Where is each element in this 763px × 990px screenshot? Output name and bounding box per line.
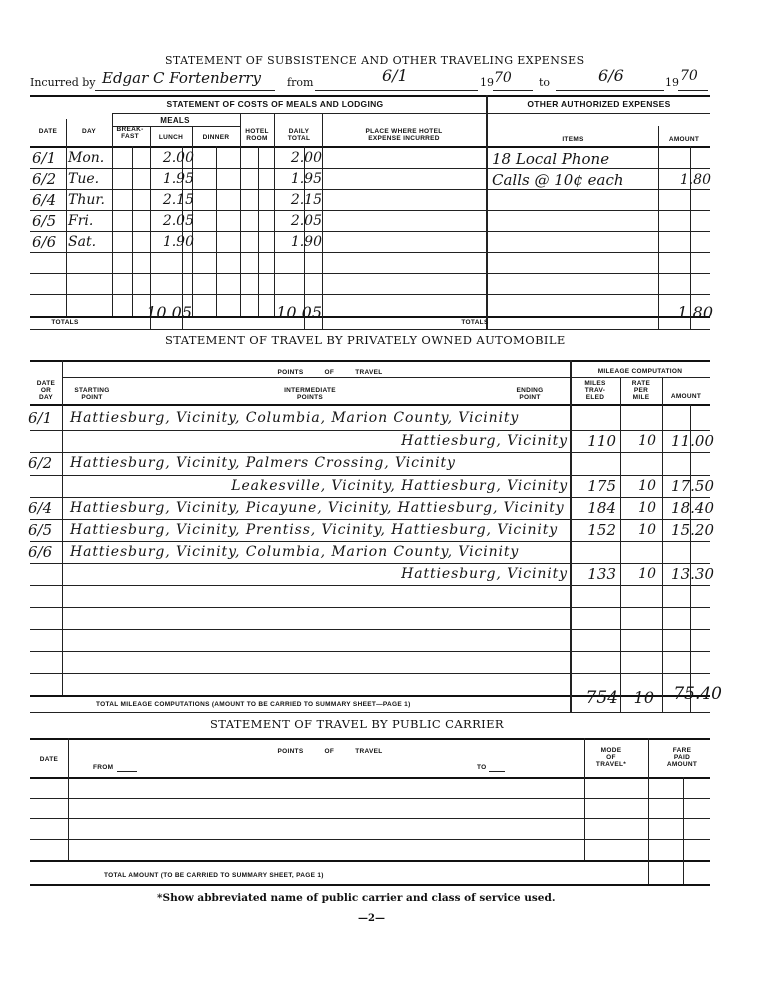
other-item-line-1: 18 Local Phone bbox=[492, 150, 610, 168]
col-hotel: HOTEL ROOM bbox=[245, 128, 269, 142]
trip-amount: 17.50 bbox=[671, 477, 714, 495]
other-item-amount: 1.80 bbox=[679, 172, 711, 188]
trip-rate: 10 bbox=[638, 566, 656, 582]
form-title: STATEMENT OF SUBSISTENCE AND OTHER TRAVELING EXPENSES bbox=[165, 54, 585, 67]
meal-row-daily-total: 2.15 bbox=[290, 192, 322, 208]
meal-row-date: 6/6 bbox=[32, 233, 57, 251]
col-place: PLACE WHERE HOTEL EXPENSE INCURRED bbox=[365, 128, 443, 142]
meal-row-day: Tue. bbox=[68, 171, 100, 187]
trip-route-line-2: Hattiesburg, Vicinity bbox=[401, 566, 568, 582]
col-day: DAY bbox=[81, 128, 97, 135]
trip-amount: 11.00 bbox=[671, 432, 714, 450]
meal-row-lunch: 1.90 bbox=[162, 234, 194, 250]
page-number: —2— bbox=[358, 913, 385, 924]
auto-col-amount: AMOUNT bbox=[670, 393, 702, 400]
footnote: *Show abbreviated name of public carrier and class of service used. bbox=[157, 892, 556, 904]
auto-col-rate: RATE PER MILE bbox=[631, 380, 651, 401]
meal-row-daily-total: 2.00 bbox=[290, 150, 322, 166]
trip-rate: 10 bbox=[638, 478, 656, 494]
auto-col-miles: MILES TRAV- ELED bbox=[584, 380, 606, 401]
trip-rate: 10 bbox=[638, 500, 656, 516]
meal-row-lunch: 2.05 bbox=[162, 213, 194, 229]
carrier-section-title: STATEMENT OF TRAVEL BY PUBLIC CARRIER bbox=[210, 717, 504, 731]
carrier-col-from: FROM bbox=[93, 764, 114, 771]
total-miles: 754 bbox=[585, 688, 618, 708]
trip-date: 6/5 bbox=[28, 521, 53, 539]
other-item-line-2: Calls @ 10¢ each bbox=[492, 171, 624, 189]
auto-col-starting: STARTING POINT bbox=[74, 387, 110, 401]
trip-date: 6/1 bbox=[28, 409, 53, 427]
to-label: to bbox=[539, 76, 551, 89]
col-breakfast: BREAK- FAST bbox=[116, 126, 144, 140]
auto-col-date: DATE OR DAY bbox=[36, 380, 56, 401]
trip-rate: 10 bbox=[638, 433, 656, 449]
trip-date: 6/6 bbox=[28, 543, 53, 561]
meal-row-day: Thur. bbox=[68, 192, 105, 208]
trip-rate: 10 bbox=[638, 522, 656, 538]
meal-row-day: Fri. bbox=[68, 213, 94, 229]
carrier-col-date: DATE bbox=[39, 756, 59, 763]
meal-row-date: 6/5 bbox=[32, 212, 57, 230]
total-rate: 10 bbox=[633, 688, 654, 707]
trip-route-line-1: Hattiesburg, Vicinity, Columbia, Marion County, Vicinity bbox=[70, 544, 520, 560]
other-totals-label: TOTALS bbox=[461, 319, 489, 326]
auto-section-title: STATEMENT OF TRAVEL BY PRIVATELY OWNED AUTOMOBILE bbox=[165, 333, 566, 347]
other-grand-total: 1.80 bbox=[677, 303, 713, 322]
trip-miles: 184 bbox=[587, 499, 616, 517]
from-label: from bbox=[287, 76, 314, 89]
auto-col-ending: ENDING POINT bbox=[516, 387, 544, 401]
trip-route-line-1: Hattiesburg, Vicinity, Picayune, Vicinity, Hattiesburg, Vicinity bbox=[70, 500, 565, 516]
year-prefix-2: 19 bbox=[665, 76, 679, 89]
meal-row-daily-total: 1.90 bbox=[290, 234, 322, 250]
meal-row-date: 6/2 bbox=[32, 170, 57, 188]
trip-miles: 175 bbox=[587, 477, 616, 495]
trip-amount: 13.30 bbox=[671, 565, 714, 583]
auto-col-intermediate: INTERMEDIATE POINTS bbox=[284, 387, 336, 401]
meal-row-day: Sat. bbox=[68, 234, 97, 250]
meals-totals-label: TOTALS bbox=[51, 319, 79, 326]
carrier-col-to: TO bbox=[477, 764, 487, 771]
trip-route-line-1: Hattiesburg, Vicinity, Palmers Crossing, Vicinity bbox=[70, 455, 456, 471]
trip-route-line-2: Leakesville, Vicinity, Hattiesburg, Vicinity bbox=[231, 478, 568, 494]
col-daily-total: DAILY TOTAL bbox=[287, 128, 311, 142]
trip-miles: 152 bbox=[587, 521, 616, 539]
trip-route-line-1: Hattiesburg, Vicinity, Prentiss, Vicinity, Hattiesburg, Vicinity bbox=[70, 522, 559, 538]
meal-row-daily-total: 1.95 bbox=[290, 171, 322, 187]
meal-row-daily-total: 2.05 bbox=[290, 213, 322, 229]
trip-route-line-1: Hattiesburg, Vicinity, Columbia, Marion County, Vicinity bbox=[70, 410, 520, 426]
year-2: 70 bbox=[680, 68, 698, 84]
meal-row-day: Mon. bbox=[68, 150, 105, 166]
meal-row-date: 6/4 bbox=[32, 191, 57, 209]
incurred-by-label: Incurred by bbox=[30, 76, 96, 89]
meal-row-lunch: 2.15 bbox=[162, 192, 194, 208]
carrier-points-header: POINTS OF TRAVEL bbox=[277, 748, 383, 755]
meal-row-lunch: 2.00 bbox=[162, 150, 194, 166]
carrier-total-label: TOTAL AMOUNT (TO BE CARRIED TO SUMMARY SHEET, PAGE 1) bbox=[104, 872, 324, 879]
meals-header: MEALS bbox=[160, 116, 190, 125]
year-1: 70 bbox=[494, 70, 512, 86]
trip-date: 6/2 bbox=[28, 454, 53, 472]
auto-points-header: POINTS OF TRAVEL bbox=[277, 369, 383, 376]
meal-row-date: 6/1 bbox=[32, 149, 57, 167]
col-items: ITEMS bbox=[562, 136, 584, 143]
col-dinner: DINNER bbox=[202, 134, 230, 141]
col-date: DATE bbox=[38, 128, 58, 135]
col-lunch: LUNCH bbox=[158, 134, 184, 141]
carrier-col-mode: MODE OF TRAVEL* bbox=[595, 747, 627, 768]
lunch-total: 10.05 bbox=[146, 303, 192, 322]
other-expenses-title: OTHER AUTHORIZED EXPENSES bbox=[527, 99, 671, 109]
meals-section-title: STATEMENT OF COSTS OF MEALS AND LODGING bbox=[166, 99, 384, 109]
trip-amount: 18.40 bbox=[671, 499, 714, 517]
trip-miles: 133 bbox=[587, 565, 616, 583]
mileage-header: MILEAGE COMPUTATION bbox=[597, 368, 683, 375]
daily-grand-total: 10.05 bbox=[276, 303, 322, 322]
meal-row-lunch: 1.95 bbox=[162, 171, 194, 187]
mileage-total-label: TOTAL MILEAGE COMPUTATIONS (AMOUNT TO BE CARRIED TO SUMMARY SHEET—PAGE 1) bbox=[96, 701, 411, 708]
from-date: 6/1 bbox=[382, 66, 408, 85]
trip-date: 6/4 bbox=[28, 499, 53, 517]
trip-miles: 110 bbox=[587, 432, 616, 450]
trip-amount: 15.20 bbox=[671, 521, 714, 539]
trip-route-line-2: Hattiesburg, Vicinity bbox=[401, 433, 568, 449]
incurred-by-signature: Edgar C Fortenberry bbox=[102, 69, 261, 87]
carrier-col-fare: FARE PAID AMOUNT bbox=[666, 747, 698, 768]
to-date: 6/6 bbox=[598, 66, 624, 85]
total-mileage-amount: 75.40 bbox=[673, 684, 722, 704]
year-prefix-1: 19 bbox=[480, 76, 494, 89]
col-amount: AMOUNT bbox=[668, 136, 700, 143]
